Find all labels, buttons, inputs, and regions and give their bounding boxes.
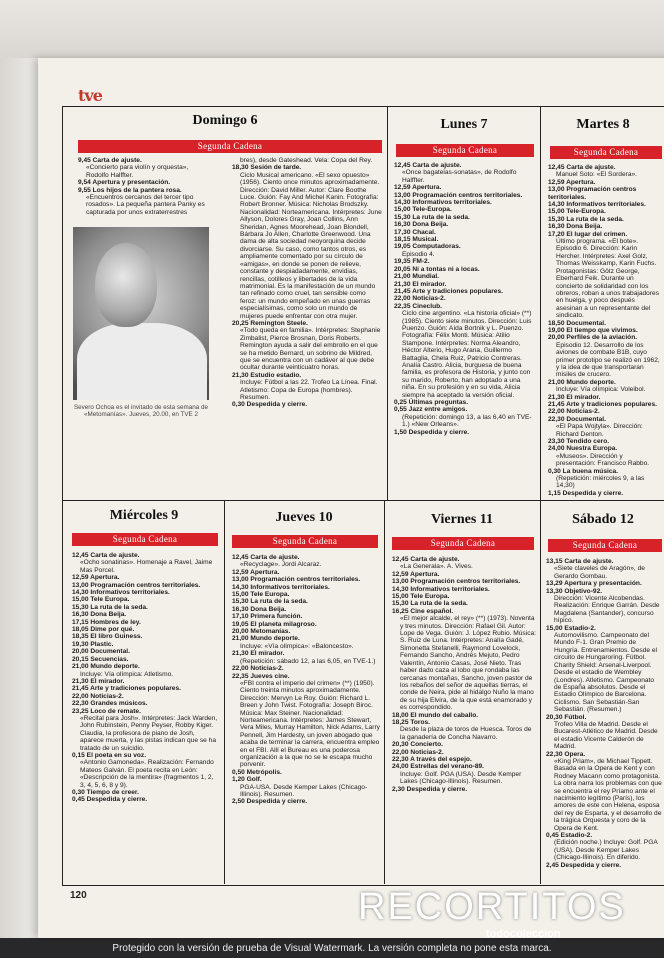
program-title: 23,30 Tendido cero. — [548, 438, 610, 446]
page-number: 120 — [70, 890, 87, 901]
program-title: 14,30 Informativos territoriales. — [232, 583, 330, 591]
program-title: 20,00 Metomanías. — [232, 628, 291, 636]
channel-bar: Segunda Cadena — [78, 140, 382, 153]
day-title-sabado: Sábado 12 — [572, 512, 634, 527]
program-title: 21,00 Mundo deporte. — [548, 378, 616, 386]
program-title: 2,50 Despedida y cierre. — [232, 798, 308, 806]
program-title: 20,25 Remington Steele. — [232, 319, 308, 327]
program-description: (Repetición: sábado 12, a las 6,05, en TVE-1.) — [240, 657, 376, 665]
col-divider — [540, 500, 541, 884]
day-title-martes: Martes 8 — [576, 117, 630, 132]
program-title: 14,30 Informativos territoriales. — [548, 201, 646, 209]
program-title: 12,45 Carta de ajuste. — [548, 164, 616, 171]
program-title: 21,30 Estudio estadio. — [232, 371, 302, 379]
program-title: 13,15 Carta de ajuste. — [546, 558, 614, 565]
listing-jueves — [232, 554, 380, 882]
program-title: 21,30 El mirador. — [548, 393, 601, 401]
program-description: «Once bagatelas-sonatas», de Rodolfo Halffter. — [402, 169, 517, 184]
program-title: 22,30 Documental. — [548, 415, 606, 423]
program-description: «Concierto para violín y orquesta», Rodolfo Halffter. — [86, 164, 189, 179]
portrait-shirt — [77, 323, 207, 400]
program-description: «Todo queda en familia». Intérpretes: Stephanie Zimbalist, Pierce Brosnan, Doris Roberts. Remington ayuda a salir del embrollo en el que se ha metido Bernard, un sobrino de Mildred, que se encuentra con un cadáver al que debe ocultar durante veinticuatro horas. — [240, 327, 381, 372]
program-description: «Antonio Gamoneda». Realización: Fernando Mateos Galván. El poeta recita en León: «Descripción de la mentira» (fragmentos 1, 2, 3, 4, 5, 6, 8 y 9). — [80, 759, 214, 789]
program-title: 16,30 Dona Beija. — [232, 605, 287, 613]
program-title: 21,45 Arte y tradiciones populares. — [394, 287, 503, 295]
program-description: bres), desde Gateshead. Vela: Copa del Rey. — [240, 157, 373, 164]
program-description: «Siete claveles de Aragón», de Gerardo Gombau. — [554, 565, 645, 580]
program-description: Ciclo Musical americano. «El sexo opuesto» (1956). Ciento once minutos aproximadamente. Dirección: David Miller. Autor: Clare Boothe Luce. Guión: Fay And Michel Kanin. Fotografía: Robert Bronner. Música: Nicholas Brodszky. Nacionalidad: Norteamericana. Intérpretes: June Allyson, Dolores Gray, Joan Collins, Ann Sheridan, Agnes Moorehead, Joan Blondell, Bárbara Jo Allen, Charlotte Greenwood. Una dama de alta sociedad neoyorquina decide divorciarse. Su caso, como tantos otros, es ampliamente comentado por su círculo de «amigas», en donde se ponen de relieve, constante y despiadadamente, envidias, rencillas, cotilleos y libertades de la vida matrimonial. Es la manifestación de un mundo tan refinado como cruel, tan sensible como feroz: un mundo empeñado en unas guerras especialísimas, como solo un mundo de mujeres puede enfrentar con otra mujer. — [240, 171, 382, 320]
program-description: Dirección: Vicente Alcobendas. Realización: Enrique Garrán. Desde Magdalena (Santander), concurso hípico. — [554, 595, 660, 625]
program-title: 22,35 Jueves cine. — [232, 672, 290, 680]
program-title: 16,30 Dona Beija. — [394, 221, 449, 229]
program-title: 15,00 Tele Europa. — [232, 591, 290, 599]
brand-watermark: RECORTITOS — [358, 886, 626, 928]
program-title: 12,59 Apertura. — [394, 184, 442, 192]
program-title: 17,15 Hombres de ley. — [72, 618, 141, 626]
program-description: «FBI contra el imperio del crimen» (**) (1950). Ciento treinta minutos aproximadamente. Dirección: Mervyn Le Roy. Guión: Richard L. Breen y John Twist. Fotografía: Joseph Biroc. Música: Max Steiner. Nacionalidad: Norteamericana. Intérpretes: James Stewart, Vera Miles, Murray Hamilton, Nick Adams, Larry Pennell, Jim Hardesty, un joven abogado que acaba de terminar la carrera, encuentra empleo en el FBI. Allí el Bureau es una poderosa organización a la que no se le escapa mucho porvenir. — [240, 679, 380, 769]
program-description: Incluye: Vía olímpica: Atletismo. — [80, 670, 174, 678]
program-title: 15,00 Tele Europa. — [72, 596, 130, 604]
binder-edge — [0, 58, 38, 938]
program-title: 17,20 El lugar del crimen. — [548, 230, 628, 238]
program-title: 15,00 Tele-Europa. — [394, 206, 452, 214]
listing-domingo-right — [232, 157, 382, 497]
program-title: 14,30 Informativos territoriales. — [392, 585, 490, 593]
program-title: 17,10 Primera función. — [232, 613, 303, 621]
program-title: 0,15 El poeta en su voz. — [72, 751, 147, 759]
program-title: 9,54 Apertura y presentación. — [78, 179, 171, 187]
row-divider — [62, 500, 664, 501]
listing-domingo-bottom — [74, 430, 212, 498]
program-title: 19,00 El tiempo que vivimos. — [548, 326, 638, 334]
program-title: 15,30 La ruta de la seda. — [394, 213, 470, 221]
program-title: 19,35 FM-2. — [394, 258, 430, 266]
program-title: 22,35 Cineclub. — [394, 302, 443, 310]
program-description: «Ocho sonatinas». Homenaje a Ravel, Jaime Mas Porcel. — [80, 559, 213, 574]
day-title-lunes: Lunes 7 — [440, 117, 488, 132]
program-title: 18,25 Toros. — [392, 718, 430, 726]
program-title: 0,45 Despedida y cierre. — [72, 796, 148, 804]
program-title: 24,00 Estrellas del verano-89. — [392, 763, 485, 771]
program-title: 16,30 Dona Beija. — [548, 223, 603, 231]
program-title: 12,45 Carta de ajuste. — [72, 552, 140, 559]
program-title: 16,25 Cine español. — [392, 607, 454, 615]
program-title: 1,50 Despedida y cierre. — [394, 428, 470, 436]
program-description: «Museos». Dirección y presentación: Francisco Rabbo. — [556, 452, 650, 468]
col-divider — [387, 106, 388, 500]
program-description: Manuel Soto: «El Sordera». — [556, 171, 638, 179]
brand-sub: todocoleccion — [486, 928, 561, 940]
program-title: 19,05 El planeta milagroso. — [232, 620, 317, 628]
program-title: 22,00 Noticias-2. — [72, 692, 124, 700]
program-title: 18,00 El mundo del caballo. — [392, 711, 479, 719]
program-title: 18,15 Musical. — [394, 236, 439, 244]
program-title: 12,45 Carta de ajuste. — [232, 554, 300, 561]
program-description: Incluye: Fútbol a las 22. Trofeo La Línea. Final. Atletismo: Copa de Europa (hombres). Resumen. — [240, 379, 378, 401]
program-title: 9,55 Los hijos de la pantera rosa. — [78, 186, 182, 194]
program-title: 13,00 Programación centros territoriales. — [72, 581, 201, 589]
program-title: 14,30 Informativos territoriales. — [72, 589, 170, 597]
program-title: 13,30 Objetivo-92. — [546, 587, 603, 595]
program-title: 21,00 Mundo deporte. — [72, 663, 140, 671]
program-title: 12,59 Apertura. — [392, 570, 440, 578]
day-title-jueves: Jueves 10 — [275, 510, 333, 525]
program-title: 2,45 Despedida y cierre. — [546, 861, 622, 869]
day-title-viernes: Viernes 11 — [430, 512, 494, 527]
program-title: 22,00 Noticias-2. — [394, 295, 446, 303]
program-description: Desde la plaza de toros de Huesca. Toros de la ganadería de Concha Navarro. — [400, 726, 532, 741]
listing-miercoles — [72, 552, 220, 882]
program-title: 0,25 Últimas preguntas. — [394, 399, 469, 406]
program-title: 15,30 La ruta de la seda. — [232, 598, 308, 606]
program-description: «El Papa Wojtyla». Dirección: Richard Denton. — [556, 423, 643, 438]
program-title: 18,50 Documental. — [548, 319, 606, 327]
program-title: 0,50 Metrópolis. — [232, 768, 282, 776]
program-description: Ciclo cine argentino. «La historia oficial» (**) (1985). Ciento siete minutos. Dirección: Luis Puenzo. Guión: Aída Bortnik y L. Puenzo. Fotografía: Félix Monti. Música: Atilio Stampone. Intérpretes: Norma Aleandro, Héctor Alterio, Hugo Arana, Guillermo Battaglia, Chela Ruiz, Patricio Contreras. Analía Castro. Alicia, burguesa de buena familia, es profesora de Historia, y junto con su marido, Roberto, han adoptado a una niña. En su profesión y en su vida, Alicia siempre ha aceptado la versión oficial. — [402, 310, 532, 399]
program-title: 12,59 Apertura. — [72, 574, 120, 582]
program-title: 13,00 Programación centros territoriales. — [232, 576, 361, 584]
program-title: 1,15 Despedida y cierre. — [548, 489, 624, 497]
program-title: 16,30 Dona Beija. — [72, 611, 127, 619]
program-title: 15,00 Tele-Europa. — [548, 208, 606, 216]
program-description: «El mejor alcalde, el rey» (**) (1973). Noventa y tres minutos. Dirección: Rafael Gil. Autor: Lope de Vega. Guión: J. López Rubio. Música: S. Ruiz de Luna. Intérpretes: Analía Gadé, Simonetta Stefanelli, Raymond Lovelock, Fernando Sancho, Andrés Mejuto, Pedro Valentín, Antonio Casas, José Nieto. Tras haber dado caza al lobo que rondaba las cercanas montañas, Sancho, joven pastor de los rebaños del señor de aquellas tierras, el conde de Neira, pide al hidalgo Nuño la mano de su hija Elvira, de la que está enamorado y es correspondido. — [400, 615, 536, 712]
channel-bar: Segunda Cadena — [550, 146, 662, 159]
program-title: 17,30 Chacal. — [394, 228, 436, 236]
col-divider — [540, 106, 541, 500]
listing-viernes — [392, 556, 536, 882]
photo-caption: Severo Ochoa es el invitado de esta semana de «Metomanías». Jueves, 20.00, en TVE 2 — [73, 404, 209, 419]
program-title: 12,45 Carta de ajuste. — [392, 556, 460, 563]
program-title: 15,00 Tele Europa. — [392, 593, 450, 601]
program-title: 0,30 Tiempo de creer. — [72, 789, 139, 796]
program-title: 1,20 Golf. — [232, 776, 262, 784]
day-title-domingo: Domingo 6 — [192, 113, 258, 128]
col-divider — [224, 500, 225, 884]
program-title: 15,30 La ruta de la seda. — [72, 603, 148, 611]
listing-lunes — [394, 162, 536, 498]
program-description: «King Priam», de Michael Tippett. Basada en la Opera de Kent y con Rodney Macann como protagonista. La obra narra los problemas con que se encuentra el rey Príamo ante el nacimiento legítimo (París), los amores de este con Helena, esposa del rey de Esparta, y el desarrollo de la trágica Orquesta y coro de la Opera de Kent. — [554, 757, 662, 832]
program-title: 24,00 Nuestra Europa. — [548, 445, 618, 453]
program-title: 20,30 Fútbol. — [546, 713, 587, 721]
channel-bar: Segunda Cadena — [396, 144, 534, 157]
program-title: 20,00 Documental. — [72, 648, 130, 656]
program-description: Episodio 12. Desarrollo de los aviones de combate B1B, cuyo primer prototipo se realizó en 1962, y la idea de que transportaran misiles de crucero. — [556, 341, 660, 379]
program-title: 12,59 Apertura. — [232, 568, 280, 576]
program-title: 0,30 La buena música. — [548, 467, 618, 475]
day-title-miercoles: Miércoles 9 — [109, 508, 179, 523]
program-description: «Recital para Josh». Intérpretes: Jack Warden, John Rubinstein, Penny Peyser, Robby Kiger. Claudia, la profesora de piano de Josh, aparece muerta, y las pistas indican que se ha tratado de un suicidio. — [80, 714, 218, 752]
program-title: 23,25 Loco de remate. — [72, 707, 141, 715]
program-title: 0,45 Estadio-2. — [546, 832, 593, 840]
program-title: 15,30 La ruta de la seda. — [392, 600, 468, 608]
watermark-bar: Protegido con la versión de prueba de Visual Watermark. La versión completa no pone esta marca. — [0, 940, 664, 958]
program-title: 20,15 Secuencias. — [72, 655, 129, 663]
program-title: 13,29 Apertura y presentación. — [546, 580, 642, 588]
background-top — [0, 0, 664, 60]
listing-martes — [548, 164, 662, 498]
program-title: 19,30 Plastic. — [72, 640, 114, 648]
program-title: 22,00 Noticias-2. — [392, 748, 444, 756]
listing-domingo-top — [78, 157, 210, 225]
program-title: 19,05 Computadoras. — [394, 243, 461, 251]
program-title: 21,00 Mundo deporte. — [232, 635, 300, 643]
program-title: 9,45 Carta de ajuste. — [78, 157, 142, 164]
program-description: PGA-USA. Desde Kemper Lakes (Chicago-Illinois). Resumen. — [240, 783, 368, 798]
program-description: Último programa. «El bote». Episodio 6. Dirección: Karin Hercher. Intérpretes: Axel Golz, Thomas Weisskamp, Karin Fuchs. Protagonistas: Götz George, Eberhard Feik. Durante un concierto de solidaridad con los obreros, roban a unos trabajadores en huelga, y poco después asesinan a un representante del sindicato. — [556, 238, 660, 320]
channel-bar: Segunda Cadena — [548, 539, 662, 552]
program-title: 21,30 El mirador. — [394, 280, 447, 288]
program-title: 18,35 El libro Guiness. — [72, 633, 143, 641]
program-title: 21,45 Arte y tradiciones populares. — [548, 401, 657, 408]
program-title: 15,30 La ruta de la seda. — [548, 215, 624, 223]
program-title: 13,00 Programación centros territoriales. — [394, 191, 523, 199]
program-title: 2,30 Despedida y cierre. — [392, 785, 468, 793]
channel-bar: Segunda Cadena — [232, 535, 378, 548]
program-description: Episodio 4. — [402, 250, 435, 258]
program-description: (Edición noche.) Incluye: Golf. PGA (USA). Desde Kemper Lakes (Chicago-Illinois). En diferido. — [554, 839, 658, 862]
program-title: 13,00 Programación centros territoriales. — [392, 578, 521, 586]
program-title: 14,30 Informativos territoriales. — [394, 199, 492, 207]
col-divider — [384, 500, 385, 884]
program-title: 22,30 A través del espejo. — [392, 755, 472, 763]
program-title: 21,30 El mirador. — [72, 677, 125, 685]
program-title: 22,00 Noticias-2. — [548, 408, 600, 416]
program-description: «La Generala». A. Vives. — [400, 563, 473, 571]
program-description: «Encuentros cercanos del tercer tipo rosados». La pequeña pantera Panky es capturada por unos extraterrestres — [86, 194, 205, 216]
portrait-face — [95, 243, 157, 327]
program-description: Automovilismo. Campeonato del Mundo F-1. Gran Premio de Hungría. Entrenamientos. Desde el circuito de Hungaroring. Fútbol. Charity Shield: Arsenal-Liverpool. Desde el estadio de Wembley (Londres). Atletismo. Campeonato de España absolutos. Desde el Estadio Olímpico de Barcelona. Ciclismo. San Sebastián-San Sebastián. (Resumen.) — [554, 632, 657, 714]
program-title: 0,30 Despedida y cierre. — [232, 401, 308, 409]
program-title: 22,30 Opera. — [546, 750, 586, 758]
program-description: «Recyclage». Jordi Alcaraz. — [240, 561, 322, 569]
channel-bar: Segunda Cadena — [72, 533, 218, 546]
program-description: (Repetición: miércoles 9, a las 14,30) — [556, 475, 645, 490]
program-description: (Repetición: domingo 13, a las 6,40 en TVE-1.) «New Orleans». — [402, 413, 532, 429]
program-title: 0,55 Jazz entre amigos. — [394, 406, 468, 414]
program-title: 12,45 Carta de ajuste. — [394, 162, 462, 169]
program-title: 22,30 Grandes músicos. — [72, 700, 148, 708]
program-title: 13,00 Programación centros territoriales. — [548, 186, 637, 201]
program-title: 21,00 Mundial. — [394, 273, 440, 281]
program-description: Incluye: Vía olímpica: Voleibol. — [556, 386, 646, 394]
program-title: 18,30 Sesión de tarde. — [232, 164, 302, 172]
program-title: 22,00 Noticias-2. — [232, 665, 284, 673]
listing-sabado — [546, 558, 662, 882]
tve-logo: tve — [78, 86, 102, 105]
program-description: Incluye: Golf. PGA (USA). Desde Kemper Lakes (Chicago-Illinois). Resumen. — [400, 770, 522, 786]
program-title: 12,59 Apertura. — [548, 178, 596, 186]
program-title: 21,45 Arte y tradiciones populares. — [72, 685, 181, 693]
program-title: 20,30 Concierto. — [392, 741, 443, 749]
program-title: 15,00 Estadio-2. — [546, 624, 596, 632]
channel-bar: Segunda Cadena — [392, 537, 534, 550]
program-description: Incluye: «Vía olímpica»: «Baloncesto». — [240, 642, 354, 650]
portrait-photo — [73, 227, 209, 400]
program-title: 21,30 El mirador. — [232, 650, 285, 658]
program-description: Trofeo Villa de Madrid. Desde el Bucarest-Atlético de Madrid. Desde el estadio Vicente Calderón de Madrid. — [554, 720, 658, 751]
program-title: 20,05 Ni a tontas ni a locas. — [394, 265, 480, 273]
program-title: 20,00 Perfiles de la aviación. — [548, 334, 638, 342]
program-title: 18,05 Dime por qué. — [72, 626, 135, 634]
